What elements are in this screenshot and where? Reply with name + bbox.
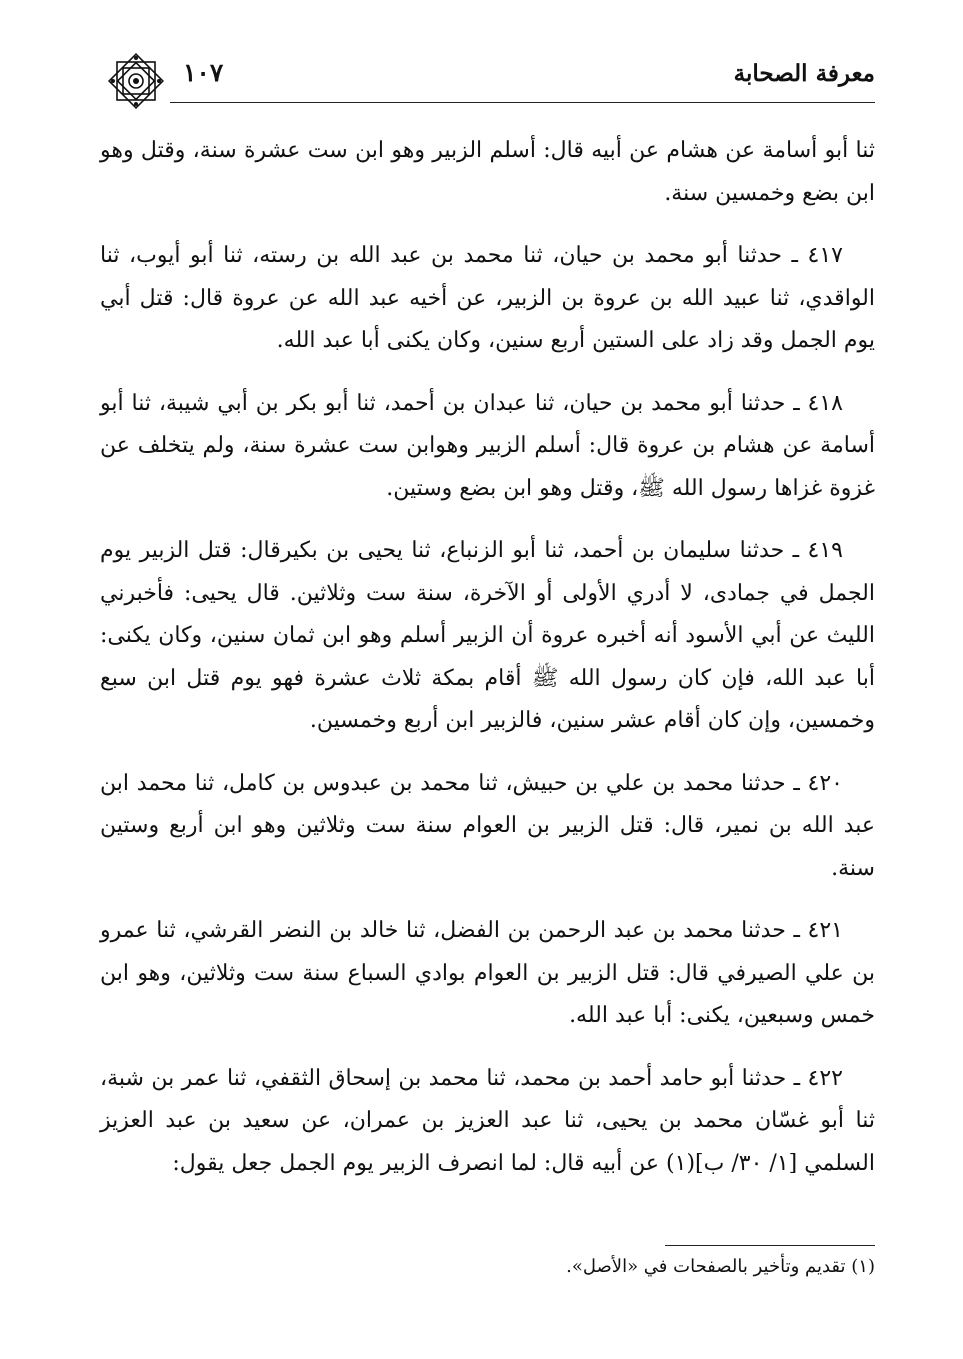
eight-point-star-ornament-icon: [105, 50, 167, 112]
paragraph-422: ٤٢٢ ـ حدثنا أبو حامد أحمد بن محمد، ثنا محمد بن إسحاق الثقفي، ثنا عمر بن شبة، ثنا أبو غسّان محمد بن يحيى، ثنا عبد العزيز بن عمران، عن سعيد بن عبد العزيز السلمي [١/ ٣٠/ ب](١) عن أبيه قال: لما انصرف الزبير يوم الجمل جعل يقول:: [100, 1065, 875, 1176]
paragraph-421: ٤٢١ ـ حدثنا محمد بن عبد الرحمن بن الفضل، ثنا خالد بن النضر القرشي، ثنا عمرو بن علي الصيرفي قال: قتل الزبير بن العوام بوادي السباع سنة ست وثلاثين، وهو ابن خمس وسبعين، يكنى: أبا عبد الله.: [100, 918, 875, 1028]
page-header: [105, 52, 875, 102]
paragraph-420: ٤٢٠ ـ حدثنا محمد بن علي بن حبيش، ثنا محمد بن عبدوس بن كامل، ثنا محمد ابن عبد الله بن نمير، قال: قتل الزبير بن العوام سنة ست وثلاثين وهو ابن أربع وستين سنة.: [100, 770, 875, 881]
paragraph-418: ٤١٨ ـ حدثنا أبو محمد بن حيان، ثنا عبدان بن أحمد، ثنا أبو بكر بن أبي شيبة، ثنا أبو أسامة عن هشام بن عروة قال: أسلم الزبير وهوابن ست عشرة سنة، ولم يتخلف عن غزوة غزاها رسول الله ﷺ، وقتل وهو ابن بضع وستين.: [100, 390, 875, 501]
paragraph-417: ٤١٧ ـ حدثنا أبو محمد بن حيان، ثنا محمد بن عبد الله بن رسته، ثنا أبو أيوب، ثنا الواقدي، ثنا عبيد الله بن عروة بن الزبير، عن أخيه عبد الله عن عروة قال: قتل أبي يوم الجمل وقد زاد على الستين أربع سنين، وكان يكنى أبا عبد الله.: [100, 243, 875, 353]
footnote: (١) تقديم وتأخير بالصفحات في «الأصل».: [566, 1256, 875, 1277]
paragraph-continuation: ثنا أبو أسامة عن هشام عن أبيه قال: أسلم الزبير وهو ابن ست عشرة سنة، وقتل وهو ابن بضع وخمسين سنة.: [100, 138, 875, 206]
footnote-rule: [665, 1245, 875, 1246]
paragraph-419: ٤١٩ ـ حدثنا سليمان بن أحمد، ثنا أبو الزنباع، ثنا يحيى بن بكيرقال: قتل الزبير يوم الجمل في جمادى، لا أدري الأولى أو الآخرة، سنة ست وثلاثين. قال يحيى: فأخبرني الليث عن أبي الأسود أنه أخبره عروة أن الزبير أسلم وهو ابن ثمان سنين، وكان يكنى: أبا عبد الله، فإن كان رسول الله ﷺ أقام بمكة ثلاث عشرة فهو يوم قتل ابن سبع وخمسين، وإن كان أقام عشر سنين، فالزبير ابن أربع وخمسين.: [100, 538, 875, 733]
body-text: [100, 130, 875, 1205]
running-title: معرفة الصحابة: [733, 60, 875, 87]
page-number: ١٠٧: [183, 58, 224, 87]
header-rule: [170, 102, 875, 103]
